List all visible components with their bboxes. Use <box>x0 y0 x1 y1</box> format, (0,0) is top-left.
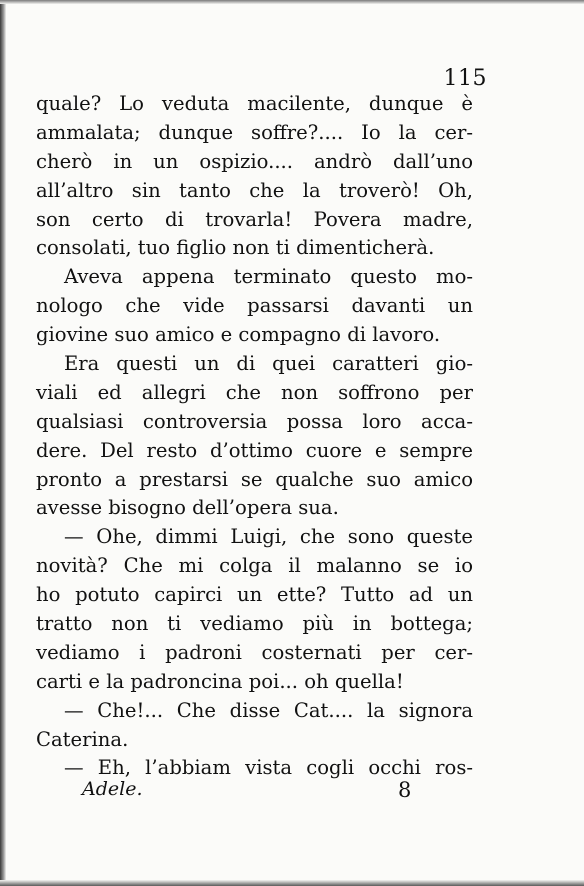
text-line: ho potuto capirci un ette? Tutto ad un <box>36 583 473 607</box>
text-line: — Eh, l’abbiam vista cogli occhi ros- <box>64 756 473 780</box>
text-line: vediamo i padroni costernati per cer- <box>36 640 473 664</box>
text-line: giovine suo amico e compagno di lavoro. <box>36 323 441 347</box>
page-top-edge-shadow <box>0 0 584 4</box>
text-line: Caterina. <box>36 727 129 751</box>
text-line: cherò in un ospizio.... andrò dall’uno <box>36 149 473 173</box>
text-line: pronto a prestarsi se qualche suo amico <box>36 467 473 491</box>
page-bottom-edge-shadow <box>0 880 584 886</box>
text-line: Aveva appena terminato questo mo- <box>64 265 473 289</box>
text-line: dere. Del resto d’ottimo cuore e sempre <box>36 438 473 462</box>
page-number: 115 <box>443 66 487 91</box>
page-left-edge-shadow <box>0 0 6 886</box>
text-line: qualsiasi controversia possa loro acca- <box>36 409 473 433</box>
body-text <box>36 90 473 783</box>
text-line: viali ed allegri che non soffrono per <box>36 380 473 404</box>
text-line: Era questi un di quei caratteri gio- <box>64 352 473 376</box>
text-line: nologo che vide passarsi davanti un <box>36 294 473 318</box>
text-line: ammalata; dunque soffre?.... Io la cer- <box>36 120 473 144</box>
signature-number: 8 <box>398 778 412 802</box>
text-line: quale? Lo veduta macilente, dunque è <box>36 92 473 115</box>
signature-mark: Adele. <box>82 778 143 800</box>
text-line: — Che!... Che disse Cat.... la signora <box>64 698 473 722</box>
text-line: tratto non ti vediamo più in bottega; <box>36 612 473 636</box>
text-line: son certo di trovarla! Povera madre, <box>36 207 473 231</box>
text-line: — Ohe, dimmi Luigi, che sono queste <box>64 525 473 549</box>
text-line: avesse bisogno dell’opera sua. <box>36 496 339 520</box>
text-line: novità? Che mi colga il malanno se io <box>36 554 473 578</box>
text-line: all’altro sin tanto che la troverò! Oh, <box>36 178 473 202</box>
text-line: consolati, tuo figlio non ti dimenticherà. <box>36 236 435 260</box>
text-line: carti e la padroncina poi... oh quella! <box>36 669 404 693</box>
